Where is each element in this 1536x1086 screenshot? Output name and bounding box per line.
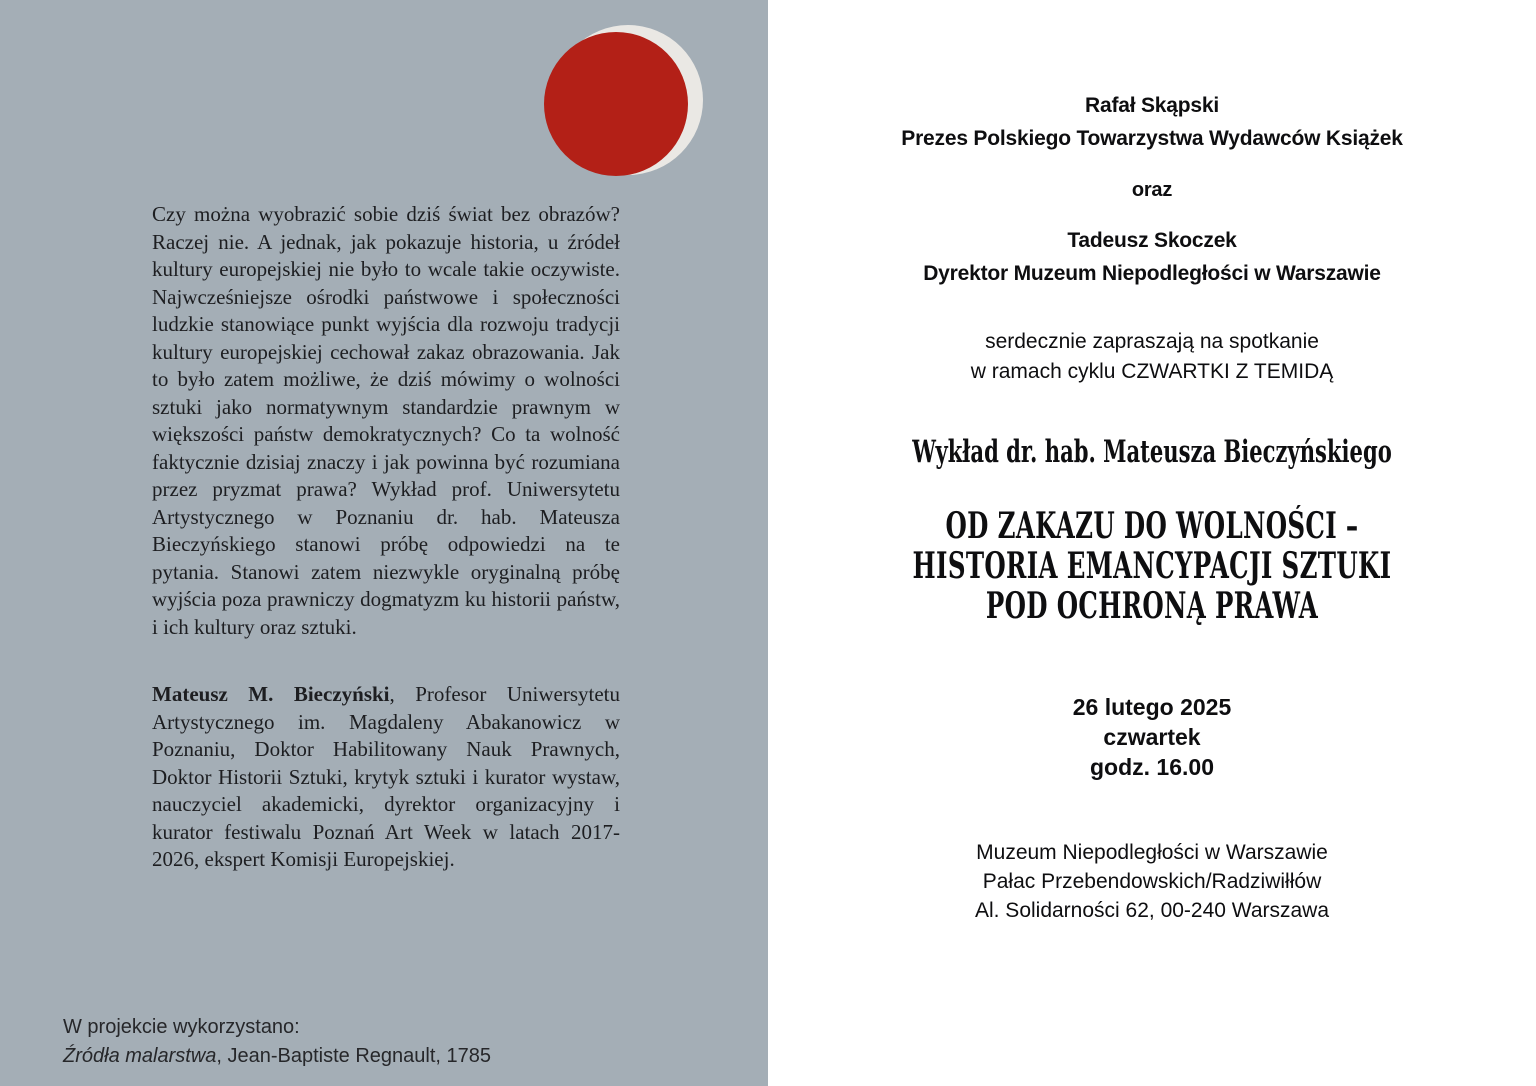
right-page [768, 0, 1536, 1086]
credit-note [63, 1013, 683, 1071]
event-title-line1: OD ZAKAZU DO WOLNOŚCI – [945, 505, 1359, 547]
accent-circle [544, 32, 688, 176]
bio-name: Mateusz M. Bieczyński [152, 682, 390, 706]
event-title-line2: HISTORIA EMANCYPACJI SZTUKI [912, 545, 1392, 587]
organizer1-name: Rafał Skąpski [1085, 94, 1219, 117]
event-date: 26 lutego 2025 [1072, 694, 1232, 720]
event-time: godz. 16.00 [1090, 754, 1214, 780]
conjunction-text: oraz [1131, 179, 1173, 201]
organizer2-title: Dyrektor Muzeum Niepodległości w Warszawie [923, 262, 1381, 285]
bio-paragraph [152, 681, 620, 874]
credit-work-title: Źródła malarstwa [63, 1045, 217, 1067]
venue-name: Muzeum Niepodległości w Warszawie [976, 841, 1328, 864]
venue-address: Al. Solidarności 62, 00-240 Warszawa [974, 899, 1330, 922]
credit-line [63, 1042, 683, 1071]
organizer2-name: Tadeusz Skoczek [1067, 229, 1237, 252]
organizer1-title: Prezes Polskiego Towarzystwa Wydawców Książek [901, 127, 1403, 150]
venue-building: Pałac Przebendowskich/Radziwiłłów [982, 870, 1322, 893]
invitation-line1: serdecznie zapraszają na spotkanie [985, 330, 1319, 353]
credit-label: W projekcie wykorzystano: [63, 1016, 300, 1038]
event-title-line3: POD OCHRONĄ PRAWA [985, 585, 1319, 627]
intro-paragraph: Czy można wyobrazić sobie dziś świat bez obrazów? Raczej nie. A jednak, jak pokazuje historia, u źródeł kultury europejskiej nie było to wcale takie oczywiste. Najwcześniejsze ośrodki państwowe i społeczności ludzkie stanowiące punkt wyjścia dla rozwoju tradycji kultury europejskiej cechował zakaz obrazowania. Jak to było zatem możliwe, że dziś mówimy o wolności sztuki jako normatywnym standardzie prawnym w większości państw demokratycznych? Co ta wolność faktycznie dzisiaj znaczy i jak powinna być rozumiana przez pryzmat prawa? Wykład prof. Uniwersytetu Artystycznego w Poznaniu dr. hab. Mateusza Bieczyńskiego stanowi próbę odpowiedzi na te pytania. Stanowi zatem niezwykle oryginalną próbę wyjścia poza prawniczy dogmatyzm ku historii państw, i ich kultury oraz sztuki. [152, 202, 620, 639]
bio-text: , Profesor Uniwersytetu Artystycznego im. Magdaleny Abakanowicz w Poznaniu, Doktor Habilitowany Nauk Prawnych, Doktor Historii Sztuki, krytyk sztuki i kurator wystaw, nauczyciel akademicki, dyrektor organizacyjny i kurator festiwalu Poznań Art Week w latach 2017-2026, ekspert Komisji Europejskiej. [152, 682, 620, 871]
event-weekday: czwartek [1103, 724, 1201, 750]
lecture-label: Wykład dr. hab. Mateusza Bieczyńskiego [912, 434, 1392, 470]
credit-rest: , Jean-Baptiste Regnault, 1785 [216, 1045, 492, 1067]
invitation-line2: w ramach cyklu CZWARTKI Z TEMIDĄ [970, 360, 1334, 383]
